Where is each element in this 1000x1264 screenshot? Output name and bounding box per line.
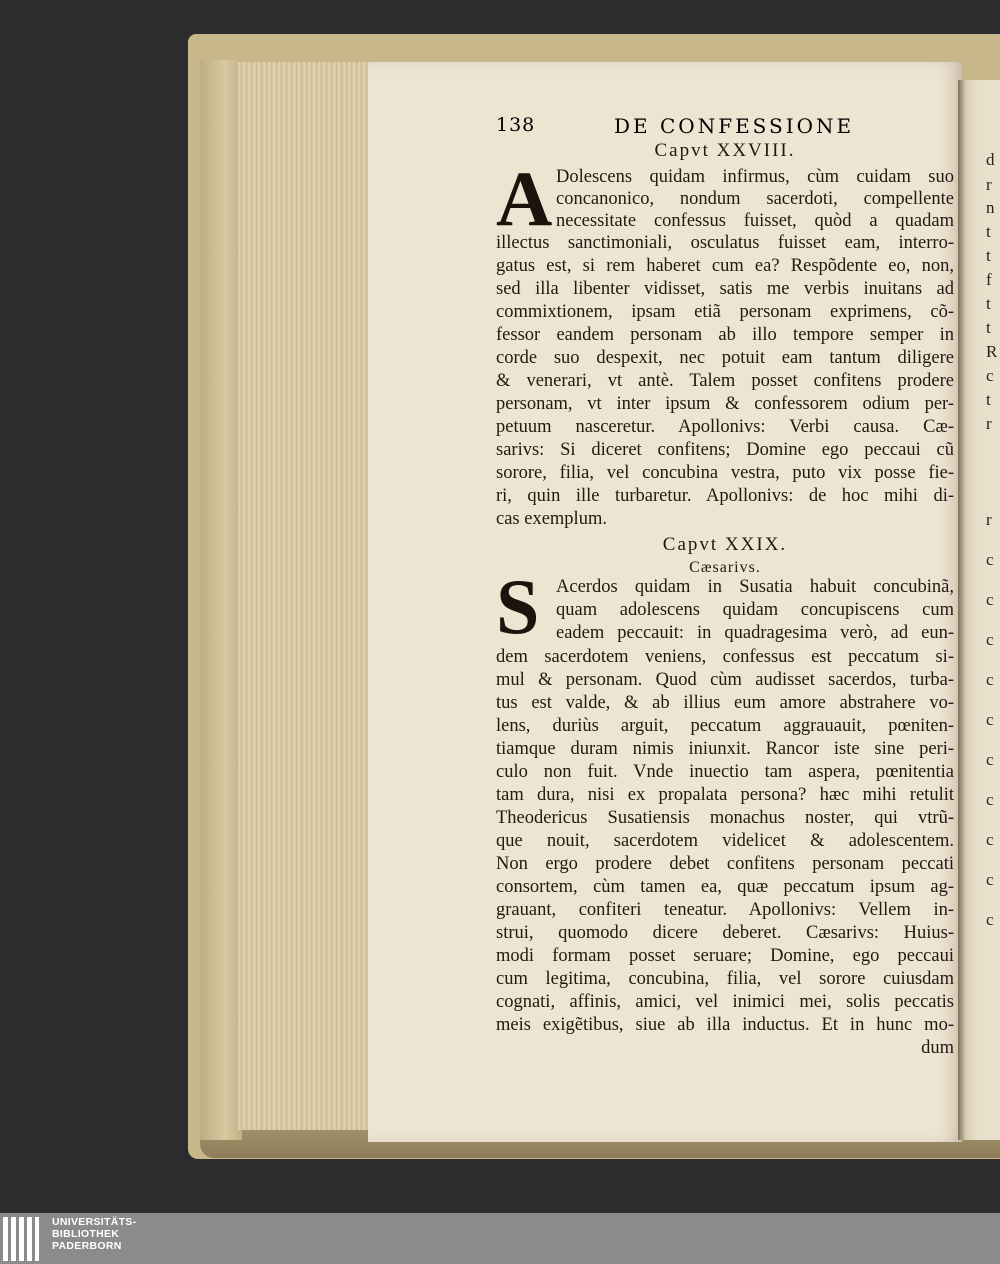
page-edge-shadow bbox=[200, 60, 242, 1140]
text-line: Theodericus Susatiensis monachus noster, qui vtrũ- bbox=[496, 808, 954, 828]
library-name-line: UNIVERSITÄTS- bbox=[52, 1216, 137, 1228]
text-line: illectus sanctimoniali, osculatus fuisset eam, interro- bbox=[496, 233, 954, 253]
facing-fragment: c bbox=[986, 910, 994, 929]
text-line: commixtionem, ipsam etiã personam exprimens, cõ- bbox=[496, 302, 954, 322]
text-line: strui, quomodo dicere deberet. Cæsarivs: Huius- bbox=[496, 923, 954, 943]
library-name-line: BIBLIOTHEK bbox=[52, 1228, 120, 1240]
library-name-line: PADERBORN bbox=[52, 1240, 122, 1252]
facing-fragment: r bbox=[986, 414, 992, 433]
text-line: tiamque duram nimis iniunxit. Rancor iste sine peri- bbox=[496, 739, 954, 759]
text-line: petuum nasceretur. Apollonivs: Verbi causa. Cæ- bbox=[496, 417, 954, 437]
chapter-29-title: Capvt XXIX. bbox=[662, 534, 788, 555]
text-line: Acerdos quidam in Susatia habuit concubinã, bbox=[556, 577, 954, 597]
text-line: Non ergo prodere debet confitens personam peccati bbox=[496, 854, 954, 874]
text-line: eadem peccauit: in quadragesima verò, ad eun- bbox=[556, 623, 954, 643]
facing-fragment: c bbox=[986, 670, 994, 689]
library-name bbox=[52, 1216, 136, 1252]
text-line: que nouit, sacerdotem videlicet & adolescentem. bbox=[496, 831, 954, 851]
text-line: Dolescens quidam infirmus, cùm cuidam suo bbox=[556, 167, 954, 187]
text-line: cum legitima, concubina, filia, vel sorore cuiusdam bbox=[496, 969, 954, 989]
text-line: & venerari, vt antè. Talem posset confitens prodere bbox=[496, 371, 954, 391]
facing-fragment: f bbox=[986, 270, 992, 289]
text-line: cognati, affinis, amici, vel inimici mei, solis peccatis bbox=[496, 992, 954, 1012]
text-line: modi formam posset seruare; Domine, ego peccaui bbox=[496, 946, 954, 966]
facing-fragment: t bbox=[986, 318, 991, 337]
text-line: mul & personam. Quod cùm audisset sacerdos, turba- bbox=[496, 670, 954, 690]
text-line: grauant, confiteri teneatur. Apollonivs: Vellem in- bbox=[496, 900, 954, 920]
library-footer bbox=[0, 1213, 1000, 1264]
text-line: necessitate confessus fuisset, quòd a quadam bbox=[556, 211, 954, 231]
text-line: concanonico, nondum sacerdoti, compellente bbox=[556, 189, 954, 209]
text-line: personam, vt inter ipsum & confessorem odium per- bbox=[496, 394, 954, 414]
text-line: quam adolescens quidam concupiscens cum bbox=[556, 600, 954, 620]
text-line: tam dura, nisi ex propalata persona? hæc mihi retulit bbox=[496, 785, 954, 805]
facing-fragment: t bbox=[986, 390, 991, 409]
facing-page-sliver bbox=[958, 80, 1000, 1140]
facing-fragment: t bbox=[986, 246, 991, 265]
running-title: DE CONFESSIONE bbox=[614, 114, 855, 138]
facing-fragment: c bbox=[986, 790, 994, 809]
chapter-29-speaker: Cæsarivs. bbox=[689, 559, 761, 576]
text-line: sed illa libenter vidisset, satis me verbis inuitans ad bbox=[496, 279, 954, 299]
text-line: lens, duriùs arguit, peccatum aggrauauit, pœniten- bbox=[496, 716, 954, 736]
chapter-29-dropcap: S bbox=[496, 563, 540, 650]
facing-fragment: c bbox=[986, 710, 994, 729]
library-logo-icon bbox=[3, 1217, 45, 1261]
facing-fragment: c bbox=[986, 630, 994, 649]
text-line: sarivs: Si diceret confitens; Domine ego peccaui cũ bbox=[496, 440, 954, 460]
text-line: dem sacerdotem veniens, confessus est peccatum si- bbox=[496, 647, 954, 667]
facing-fragment: c bbox=[986, 870, 994, 889]
facing-fragment: n bbox=[986, 198, 995, 217]
text-line: meis exigẽtibus, siue ab illa inductus. Et in hunc mo- bbox=[496, 1015, 954, 1035]
facing-fragment: r bbox=[986, 175, 992, 194]
facing-fragment: R bbox=[986, 342, 998, 361]
facing-fragment: c bbox=[986, 590, 994, 609]
facing-fragment: d bbox=[986, 150, 995, 169]
text-line: sorore, filia, vel concubina vestra, puto vix posse fie- bbox=[496, 463, 954, 483]
text-line: cas exemplum. bbox=[496, 509, 607, 529]
text-line: corde suo despexit, nec potuit eam tantum diligere bbox=[496, 348, 954, 368]
facing-fragment: r bbox=[986, 510, 992, 529]
chapter-28-title: Capvt XXVIII. bbox=[654, 140, 796, 161]
facing-fragment: c bbox=[986, 830, 994, 849]
chapter-28-dropcap: A bbox=[496, 155, 553, 242]
page-edges bbox=[238, 62, 370, 1130]
text-line: ri, quin ille turbaretur. Apollonivs: de hoc mihi di- bbox=[496, 486, 954, 506]
page-number: 138 bbox=[496, 114, 536, 136]
text-line: consortem, cùm tamen ea, quæ peccatum ipsum ag- bbox=[496, 877, 954, 897]
text-line: culo non fuit. Vnde inuectio tam aspera, pœnitentia bbox=[496, 762, 954, 782]
text-line: tus est valde, & ab illius eum amore abstrahere vo- bbox=[496, 693, 954, 713]
text-line: fessor eandem personam ab illo tempore semper in bbox=[496, 325, 954, 345]
catchword: dum bbox=[921, 1038, 954, 1058]
facing-fragment: c bbox=[986, 750, 994, 769]
facing-fragment: c bbox=[986, 550, 994, 569]
facing-fragment: c bbox=[986, 366, 994, 385]
facing-fragment: t bbox=[986, 294, 991, 313]
facing-fragment: t bbox=[986, 222, 991, 241]
running-head bbox=[496, 114, 954, 142]
text-line: gatus est, si rem haberet cum ea? Respõdente eo, non, bbox=[496, 256, 954, 276]
